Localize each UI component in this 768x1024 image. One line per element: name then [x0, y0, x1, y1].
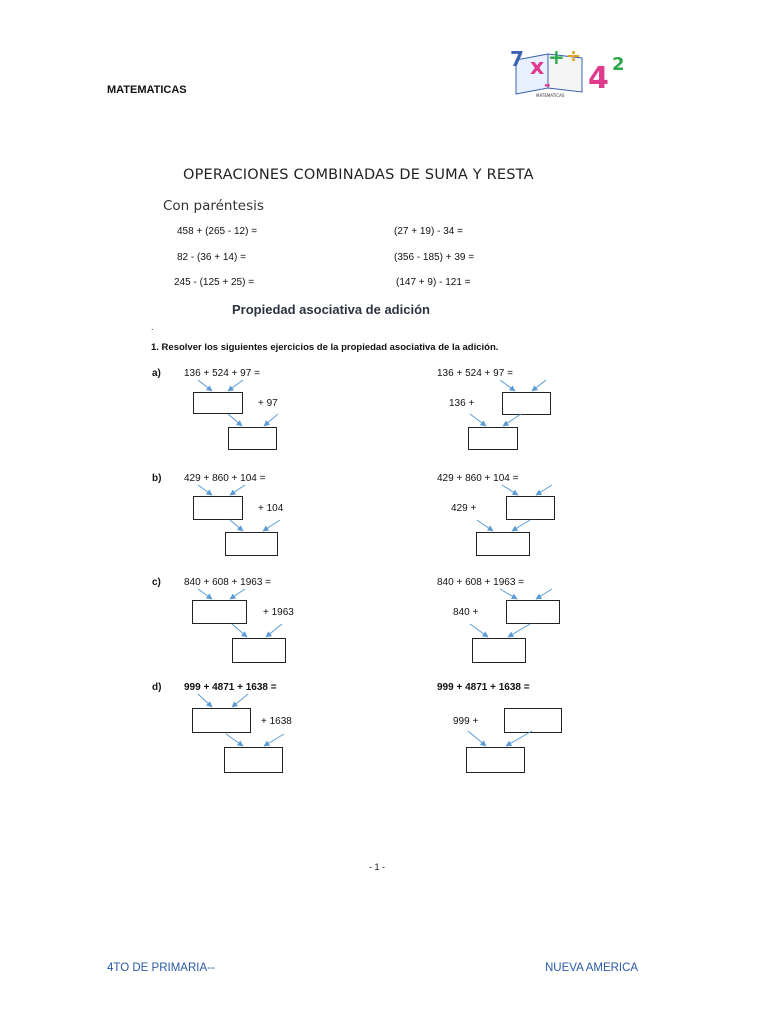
arrow [468, 731, 486, 746]
arrow [228, 380, 243, 391]
answer-box[interactable] [472, 638, 526, 663]
arrow [512, 520, 530, 531]
svg-text:x: x [530, 55, 545, 80]
exercise-letter: b) [152, 473, 162, 484]
svg-text:2: 2 [612, 54, 625, 75]
arrow [264, 734, 284, 746]
exercise-letter: c) [152, 577, 161, 588]
answer-box[interactable] [506, 496, 555, 520]
answer-box[interactable] [224, 747, 283, 773]
arrow [198, 485, 212, 495]
exercise-expression: 999 + 4871 + 1638 = [437, 682, 530, 693]
arrow [536, 589, 552, 599]
svg-text:÷: ÷ [566, 46, 582, 67]
arrow [198, 380, 212, 391]
arrow [477, 520, 493, 531]
answer-box[interactable] [232, 638, 286, 663]
operation-right: (356 - 185) + 39 = [394, 252, 475, 263]
answer-box[interactable] [228, 427, 277, 450]
answer-box[interactable] [468, 427, 518, 450]
arrow [500, 380, 515, 391]
exercise-expression: 429 + 860 + 104 = [184, 473, 266, 484]
svg-text:7: 7 [510, 47, 524, 71]
answer-box[interactable] [192, 600, 247, 624]
answer-box[interactable] [506, 600, 560, 624]
arrow [230, 485, 245, 495]
svg-text:-: - [544, 75, 551, 94]
arrow [508, 624, 530, 637]
page-number: - 1 - [369, 862, 386, 872]
operation-left: 82 - (36 + 14) = [177, 252, 246, 263]
svg-text:4: 4 [588, 61, 609, 96]
section-subtitle: Con paréntesis [163, 198, 264, 214]
answer-box[interactable] [476, 532, 530, 556]
svg-text:MATEMATICAS: MATEMATICAS [536, 93, 565, 98]
footer-school: NUEVA AMERICA [545, 962, 639, 974]
arrow [266, 624, 282, 637]
arrow [232, 694, 248, 707]
operation-right: (147 + 9) - 121 = [396, 277, 471, 288]
arrow [232, 624, 247, 637]
section-heading: Propiedad asociativa de adición [232, 302, 430, 317]
answer-box[interactable] [466, 747, 525, 773]
arrow [503, 414, 521, 426]
plus-term: + 1963 [263, 607, 294, 618]
arrow [506, 731, 532, 746]
plus-term: 136 + [449, 398, 475, 409]
answer-box[interactable] [192, 708, 251, 733]
arrow [198, 589, 212, 599]
arrow [536, 485, 552, 495]
arrow [264, 414, 278, 426]
bullet-dot: . [151, 323, 154, 332]
operation-left: 245 - (125 + 25) = [174, 277, 255, 288]
exercise-instruction: 1. Resolver los siguientes ejercicios de la propiedad asociativa de la adición. [151, 342, 499, 353]
exercise-expression: 136 + 524 + 97 = [184, 368, 260, 379]
exercise-expression: 136 + 524 + 97 = [437, 368, 513, 379]
plus-term: + 104 [258, 503, 284, 514]
worksheet-title: OPERACIONES COMBINADAS DE SUMA Y RESTA [183, 167, 534, 183]
plus-term: 840 + [453, 607, 479, 618]
arrow [263, 520, 280, 531]
arrow [532, 380, 546, 391]
exercise-expression: 840 + 608 + 1963 = [437, 577, 525, 588]
answer-box[interactable] [504, 708, 562, 733]
answer-box[interactable] [502, 392, 551, 415]
arrow [470, 624, 488, 637]
plus-term: + 97 [258, 398, 278, 409]
math-logo [508, 44, 640, 100]
exercise-letter: a) [152, 368, 161, 379]
exercise-expression: 840 + 608 + 1963 = [184, 577, 272, 588]
answer-box[interactable] [193, 392, 243, 414]
plus-term: 999 + [453, 716, 479, 727]
svg-text:+: + [548, 45, 565, 69]
exercise-expression: 429 + 860 + 104 = [437, 473, 519, 484]
arrow [502, 485, 518, 495]
footer-grade: 4TO DE PRIMARIA-- [107, 962, 215, 974]
plus-term: 429 + [451, 503, 477, 514]
exercise-letter: d) [152, 682, 162, 693]
arrow [470, 414, 486, 426]
arrow [500, 589, 517, 599]
answer-box[interactable] [225, 532, 278, 556]
header-subject: MATEMATICAS [107, 84, 187, 96]
plus-term: + 1638 [261, 716, 292, 727]
arrow [230, 589, 245, 599]
answer-box[interactable] [193, 496, 243, 520]
arrow [230, 520, 243, 531]
arrow [226, 734, 243, 746]
arrow [198, 694, 212, 707]
arrow [228, 414, 242, 426]
operation-right: (27 + 19) - 34 = [394, 226, 463, 237]
operation-left: 458 + (265 - 12) = [177, 226, 258, 237]
exercise-expression: 999 + 4871 + 1638 = [184, 682, 277, 693]
